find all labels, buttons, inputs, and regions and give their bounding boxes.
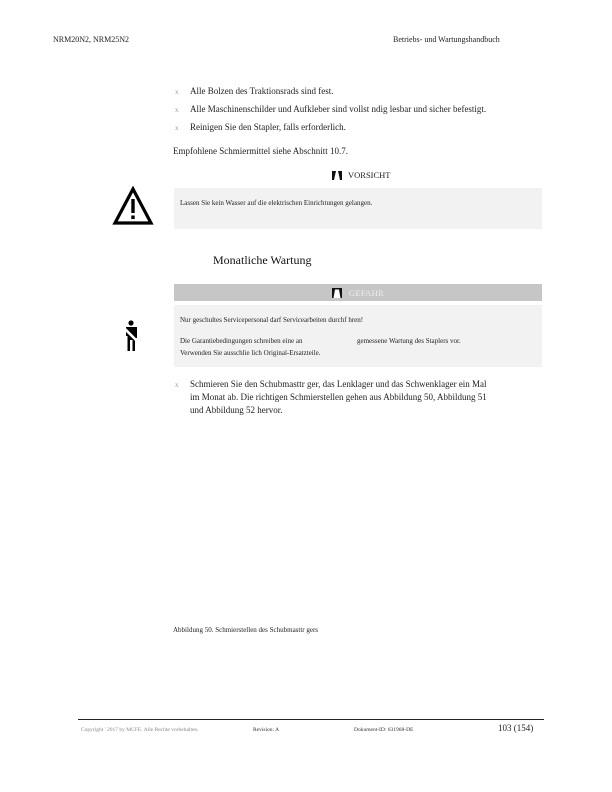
- footer-revision: Revision: A: [253, 727, 280, 733]
- footer-rule: [78, 719, 544, 720]
- footer-page-number: 103 (154): [498, 723, 534, 733]
- caution-title: VORSICHT: [348, 170, 391, 180]
- task-line-1: Schmieren Sie den Schubmasttr ger, das Lenklager und das Schwenklager ein Mal: [190, 379, 487, 389]
- danger-header: [174, 284, 542, 301]
- danger-line-2b: gemessene Wartung des Staplers vor.: [357, 337, 461, 345]
- danger-title: GEFAHR: [348, 287, 385, 298]
- task-line-3: und Abbildung 52 hervor.: [190, 405, 283, 415]
- list-item-text: Alle Bolzen des Traktionsrads sind fest.: [190, 86, 334, 96]
- danger-box: [174, 305, 542, 367]
- footer-copyright: Copyright ' 2017 by MCFE. Alle Rechte vorbehalten.: [81, 727, 199, 733]
- danger-marker-icon: [332, 288, 342, 298]
- section-title: Monatliche Wartung: [213, 253, 312, 267]
- bullet-marker: x: [175, 106, 179, 114]
- footer-document-id: Dokument-ID: 631968-DE: [354, 727, 414, 733]
- danger-line-3: Verwenden Sie ausschlie lich Original-Ersatzteile.: [180, 349, 321, 357]
- list-item-text: Alle Maschinenschilder und Aufkleber sind vollst ndig lesbar und sicher befestigt.: [190, 104, 487, 114]
- caution-marker-icon: [332, 171, 342, 180]
- lubricant-note: Empfohlene Schmiermittel siehe Abschnitt 10.7.: [173, 146, 348, 156]
- bullet-marker: x: [175, 124, 179, 132]
- danger-line-1: Nur geschultes Servicepersonal darf Servicearbeiten durchf hren!: [180, 316, 364, 324]
- caution-header: [332, 170, 391, 180]
- header-manual-title: Betriebs- und Wartungshandbuch: [393, 35, 500, 44]
- task-line-2: im Monat ab. Die richtigen Schmierstellen gehen aus Abbildung 50, Abbildung 51: [190, 392, 487, 402]
- caution-text: Lassen Sie kein Wasser auf die elektrischen Einrichtungen gelangen.: [180, 199, 373, 207]
- warning-triangle-icon: [112, 186, 154, 226]
- caution-box: [174, 188, 542, 229]
- bullet-marker: x: [175, 88, 179, 96]
- list-item-text: Reinigen Sie den Stapler, falls erforderlich.: [190, 122, 346, 132]
- danger-line-2a: Die Garantiebedingungen schreiben eine an: [180, 337, 303, 345]
- bullet-marker: x: [175, 381, 179, 389]
- figure-caption: Abbildung 50. Schmierstellen des Schubmasttr gers: [173, 626, 319, 634]
- header-model: NRM20N2, NRM25N2: [53, 35, 130, 44]
- service-personnel-icon: [123, 320, 141, 352]
